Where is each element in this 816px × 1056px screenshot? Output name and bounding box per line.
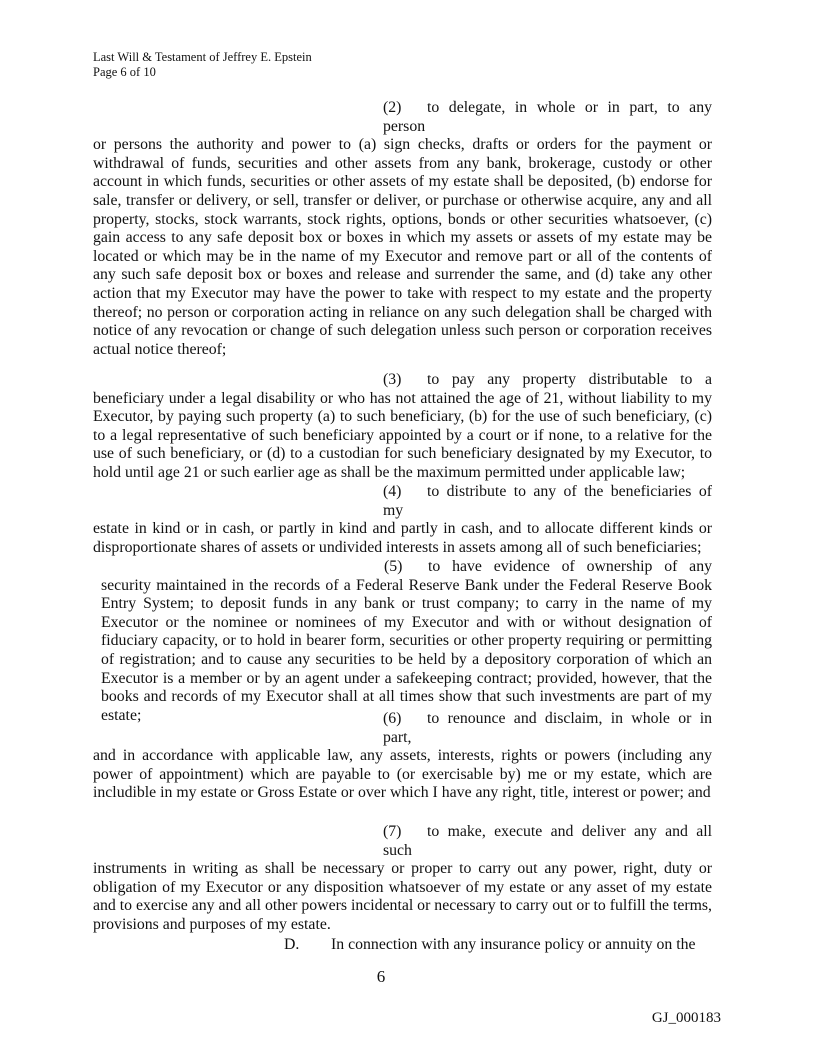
paragraph-number: (2) (383, 99, 402, 116)
header-title: Last Will & Testament of Jeffrey E. Epstein (93, 50, 312, 64)
paragraph-lead-text: to have evidence of ownership of any (428, 558, 712, 575)
paragraph-lead (93, 823, 712, 860)
paragraph-3 (93, 371, 712, 483)
paragraph-lead (93, 99, 712, 136)
paragraph-number: (4) (383, 483, 402, 500)
paragraph-lead-text: to renounce and disclaim, in whole or in part, (383, 710, 712, 746)
paragraph-lead (93, 710, 712, 747)
paragraph-2 (93, 99, 712, 359)
paragraph-5 (101, 558, 712, 725)
paragraph-lead (101, 558, 712, 577)
paragraph-6 (93, 710, 712, 803)
paragraph-body: and in accordance with applicable law, any assets, interests, rights or powers (including any power of appointment) which are payable to (or exercisable by) me or my estate, which are includible in my estate or Gross Estate or over which I have any right, title, interest or power; and (93, 747, 712, 802)
paragraph-body: beneficiary under a legal disability or who has not attained the age of 21, without liability to my Executor, by paying such property (a) to such beneficiary, (b) for the use of such beneficiary, (c) to a legal representative of such beneficiary appointed by a court or if none, to a relative for the use of such beneficiary, or (d) to a custodian for such beneficiary designated by my Executor, to hold until age 21 or such earlier age as shall be the maximum permitted under applicable law; (93, 389, 712, 481)
paragraph-7 (93, 823, 712, 935)
paragraph-lead (93, 371, 712, 390)
paragraph-body: estate in kind or in cash, or partly in kind and partly in cash, and to allocate different kinds or disproportionate shares of assets or undivided interests in assets among all of such beneficiaries; (93, 520, 712, 556)
paragraph-lead (93, 483, 712, 520)
paragraph-lead-text: to distribute to any of the beneficiaries of my (383, 483, 712, 519)
paragraph-lead-text: to delegate, in whole or in part, to any person (383, 99, 712, 135)
paragraph-number: (7) (383, 823, 402, 840)
paragraph-number: (5) (384, 558, 403, 575)
bates-number: GJ_000183 (651, 1010, 721, 1026)
header-page-info: Page 6 of 10 (93, 65, 156, 79)
section-d-text: In connection with any insurance policy or annuity on the (331, 936, 696, 953)
running-header (93, 50, 312, 80)
section-d (93, 936, 712, 955)
paragraph-lead-text: to make, execute and deliver any and all such (383, 823, 712, 859)
page-number: 6 (376, 967, 386, 986)
section-letter: D. (284, 936, 300, 953)
section-d-lead (93, 936, 712, 955)
paragraph-4 (93, 483, 712, 557)
paragraph-body: security maintained in the records of a Federal Reserve Bank under the Federal Reserve Book Entry System; to deposit funds in any bank or trust company; to carry in the name of my Executor or the nominee or nominees of my Executor and with or without designation of fiduciary capacity, or to hold in bearer form, securities or other property requiring or permitting of registration; and to cause any securities to be held by a depository corporation of which an Executor is a member or by an agent under a safekeeping contract; provided, however, that the books and records of my Executor shall at all times show that such investments are part of my estate; (101, 576, 712, 724)
paragraph-number: (6) (383, 710, 402, 727)
paragraph-lead-text: to pay any property distributable to a (427, 371, 712, 388)
paragraph-body: instruments in writing as shall be necessary or proper to carry out any power, right, duty or obligation of my Executor or any disposition whatsoever of my estate or any asset of my estate and to exercise any and all other powers incidental or necessary to carry out or to fulfill the terms, provisions and purposes of my estate. (93, 860, 712, 933)
paragraph-number: (3) (383, 371, 402, 388)
paragraph-body: or persons the authority and power to (a) sign checks, drafts or orders for the payment or withdrawal of funds, securities and other assets from any bank, brokerage, custody or other account in which funds, securities or other assets of my estate shall be deposited, (b) endorse for sale, transfer or delivery, or sell, transfer or deliver, or purchase or otherwise acquire, any and all property, stocks, stock warrants, stock rights, options, bonds or other securities whatsoever, (c) gain access to any safe deposit box or boxes in which my assets or assets of my estate may be located or which may be in the name of my Executor and remove part or all of the contents of any such safe deposit box or boxes and release and surrender the same, and (d) take any other action that my Executor may have the power to take with respect to my estate and the property thereof; no person or corporation acting in reliance on any such delegation shall be charged with notice of any revocation or change of such delegation unless such person or corporation receives actual notice thereof; (93, 136, 712, 358)
